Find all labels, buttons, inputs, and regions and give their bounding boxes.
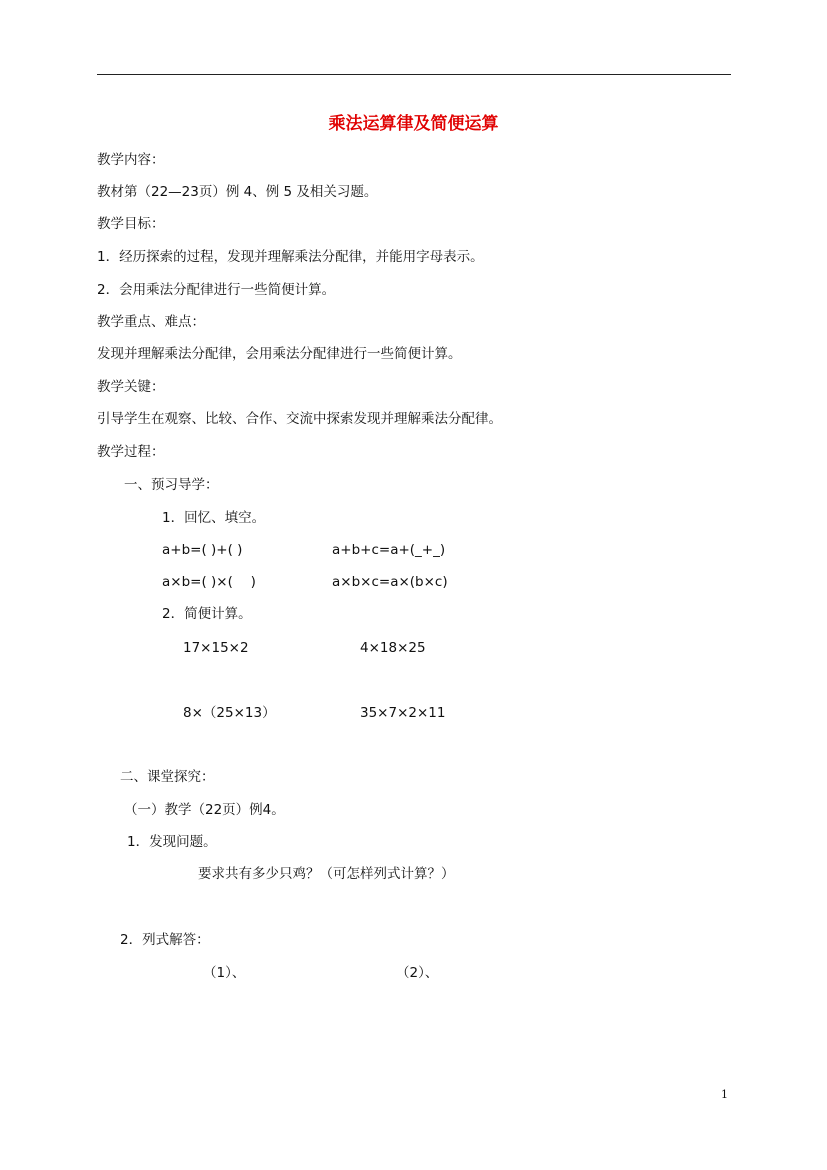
section-1-heading: 一、预习导学： xyxy=(124,477,219,493)
content-heading: 教学内容： xyxy=(97,152,165,168)
calc-1a: 17×15×2 xyxy=(183,640,249,656)
calc-2a: 8×（25×13） xyxy=(183,705,276,721)
item-2: 2．简便计算。 xyxy=(162,606,252,622)
key-text: 引导学生在观察、比较、合作、交流中探索发现并理解乘法分配律。 xyxy=(97,411,502,427)
key-points-heading: 教学重点、难点： xyxy=(97,314,205,330)
formula-2a: a×b=( )×( ) xyxy=(162,574,256,590)
goal-2: 2．会用乘法分配律进行一些简便计算。 xyxy=(97,282,336,298)
answer-2: （2）、 xyxy=(396,965,439,981)
step-1: 1．发现问题。 xyxy=(127,834,217,850)
subsection-1: （一）教学（22页）例4。 xyxy=(124,802,285,818)
calc-2b: 35×7×2×11 xyxy=(360,705,446,721)
calc-1b: 4×18×25 xyxy=(360,640,426,656)
key-points-text: 发现并理解乘法分配律，会用乘法分配律进行一些简便计算。 xyxy=(97,346,462,362)
content-text: 教材第（22—23页）例 4、例 5 及相关习题。 xyxy=(97,184,378,200)
key-heading: 教学关键： xyxy=(97,379,165,395)
page-number: 1 xyxy=(721,1088,728,1101)
item-1: 1．回忆、填空。 xyxy=(162,510,266,526)
step-2: 2．列式解答： xyxy=(120,932,210,948)
process-heading: 教学过程： xyxy=(97,444,165,460)
document-title: 乘法运算律及简便运算 xyxy=(328,114,499,134)
formula-1a: a+b=( )+( ) xyxy=(162,542,243,558)
goals-heading: 教学目标： xyxy=(97,216,165,232)
formula-1b: a+b+c=a+(_+_) xyxy=(332,542,446,558)
formula-2b: a×b×c=a×(b×c) xyxy=(332,574,448,590)
question-text: 要求共有多少只鸡？（可怎样列式计算？） xyxy=(198,866,455,882)
goal-1: 1．经历探索的过程，发现并理解乘法分配律，并能用字母表示。 xyxy=(97,249,484,265)
header-rule xyxy=(97,74,731,75)
answer-1: （1）、 xyxy=(203,965,246,981)
section-2-heading: 二、课堂探究： xyxy=(120,769,215,785)
